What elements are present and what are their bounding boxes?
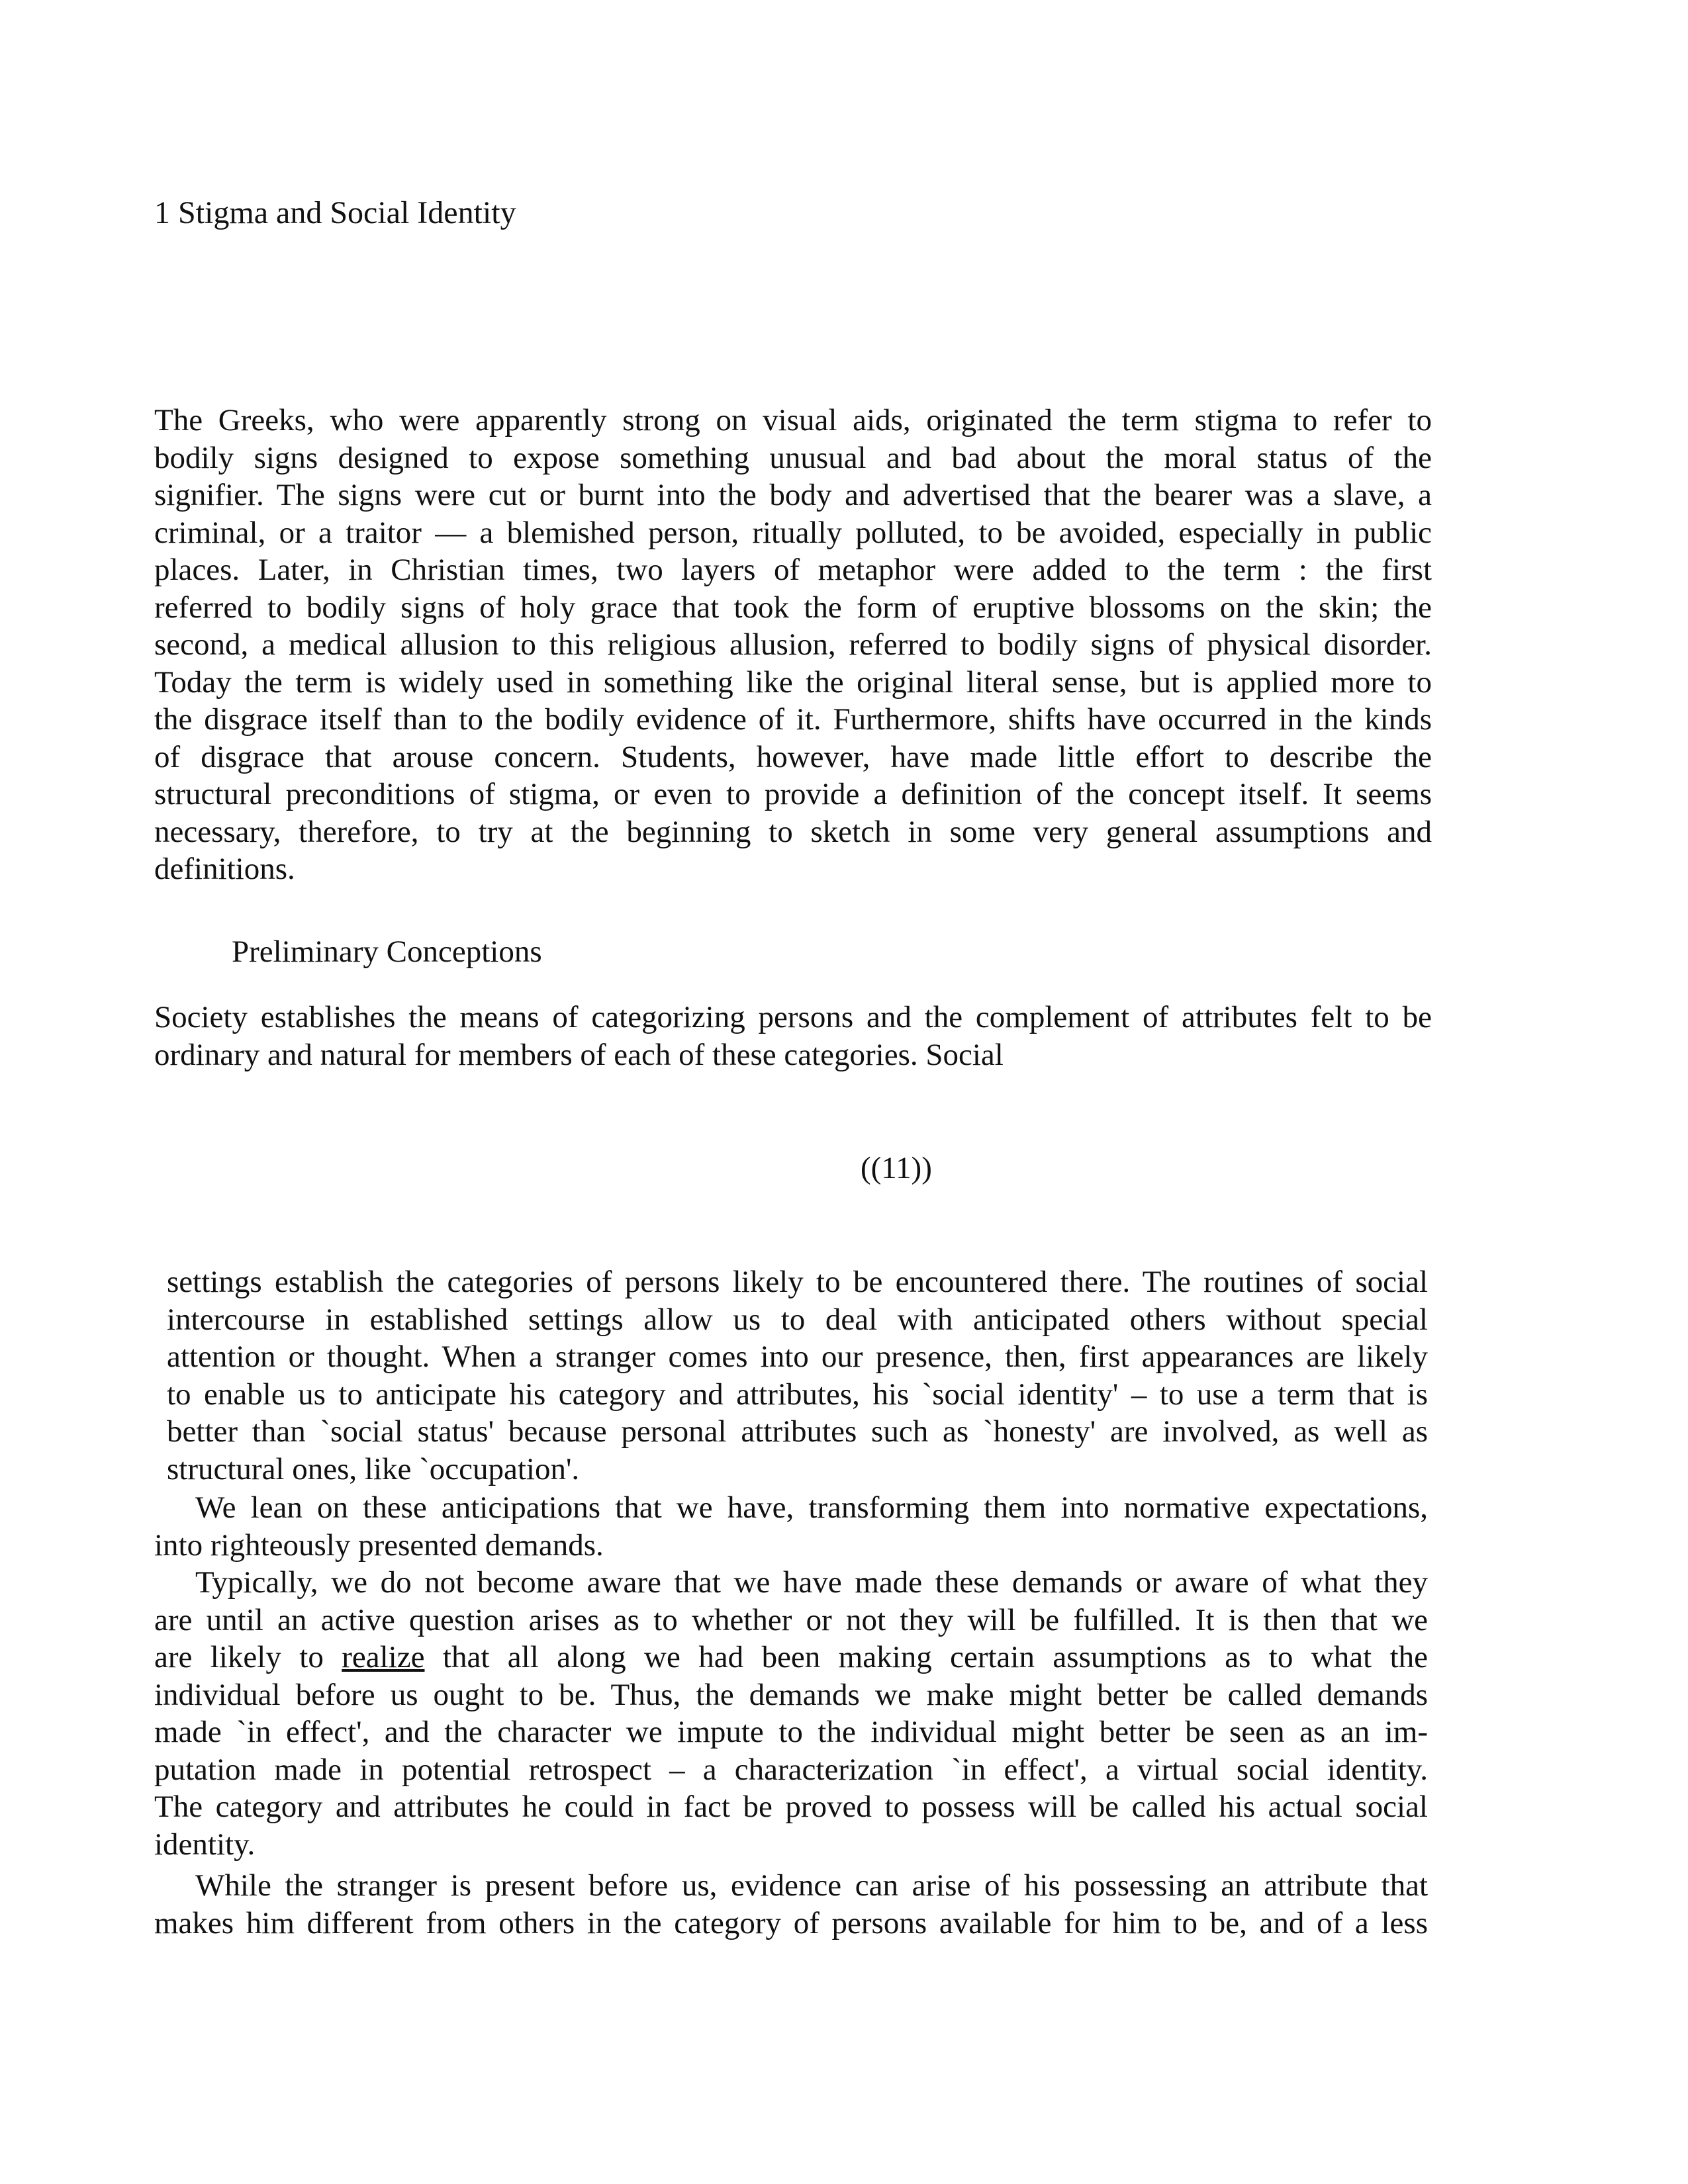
paragraph-line: definitions.: [154, 852, 295, 886]
paragraph-line: Society establishes the means of categorizing persons and the complement of attributes felt to be: [154, 1000, 1432, 1034]
paragraph-line: places. Later, in Christian times, two layers of metaphor were added to the term : the first: [154, 553, 1432, 587]
paragraph-line: bodily signs designed to expose something unusual and bad about the moral status of the: [154, 440, 1432, 475]
paragraph-line: criminal, or a traitor — a blemished person, ritually polluted, to be avoided, especially in public: [154, 515, 1432, 550]
paragraph-line: made `in effect', and the character we impute to the individual might better be seen as an im-: [154, 1715, 1428, 1749]
line-text-before: are likely to: [154, 1640, 342, 1674]
paragraph-line: better than `social status' because personal attributes such as `honesty' are involved, as well as: [167, 1414, 1428, 1449]
line-text-after: that all along we had been making certain assumptions as to what the: [424, 1640, 1428, 1674]
paragraph-line: ordinary and natural for members of each of these categories. Social: [154, 1037, 1004, 1072]
paragraph-line: structural ones, like `occupation'.: [167, 1451, 580, 1486]
paragraph-line: to enable us to anticipate his category and attributes, his `social identity' – to use a term that is: [167, 1377, 1428, 1412]
paragraph-line: intercourse in established settings allow us to deal with anticipated others without special: [167, 1302, 1428, 1337]
expectations-paragraph: [154, 1489, 1428, 1564]
paragraph-line: settings establish the categories of persons likely to be encountered there. The routines of social: [167, 1265, 1428, 1299]
paragraph-line: structural preconditions of stigma, or even to provide a definition of the concept itself. It seems: [154, 777, 1432, 811]
paragraph-line-with-emphasis: [154, 1639, 1428, 1676]
stranger-paragraph: [154, 1867, 1428, 1942]
paragraph-line: identity.: [154, 1827, 256, 1862]
intro-paragraph: [154, 402, 1432, 888]
paragraph-line: putation made in potential retrospect – a characterization `in effect', a virtual social identity.: [154, 1752, 1428, 1787]
section-heading: Preliminary Conceptions: [232, 934, 542, 969]
paragraph-line: makes him different from others in the category of persons available for him to be, and of a less: [154, 1905, 1428, 1940]
paragraph-line: The Greeks, who were apparently strong on visual aids, originated the term stigma to refer to: [154, 403, 1432, 437]
society-paragraph: [154, 999, 1432, 1073]
paragraph-line: of disgrace that arouse concern. Students, however, have made little effort to describe the: [154, 739, 1432, 774]
settings-paragraph: [167, 1263, 1428, 1488]
paragraph-line: signifier. The signs were cut or burnt into the body and advertised that the bearer was a slave, a: [154, 478, 1432, 512]
typically-paragraph: [154, 1564, 1428, 1863]
paragraph-line: attention or thought. When a stranger comes into our presence, then, first appearances are likely: [167, 1340, 1428, 1374]
paragraph-line: into righteously presented demands.: [154, 1527, 604, 1563]
page-number: ((11)): [861, 1151, 932, 1185]
paragraph-line: the disgrace itself than to the bodily evidence of it. Furthermore, shifts have occurred in the kinds: [154, 702, 1432, 737]
paragraph-line: Typically, we do not become aware that we have made these demands or aware of what they: [195, 1565, 1428, 1600]
paragraph-line: The category and attributes he could in fact be proved to possess will be called his actual social: [154, 1790, 1428, 1824]
paragraph-line: second, a medical allusion to this religious allusion, referred to bodily signs of physical disorder.: [154, 627, 1432, 662]
paragraph-line: necessary, therefore, to try at the beginning to sketch in some very general assumptions and: [154, 814, 1432, 849]
paragraph-line: are until an active question arises as to whether or not they will be fulfilled. It is then that we: [154, 1602, 1428, 1637]
paragraph-line: Today the term is widely used in something like the original literal sense, but is applied more to: [154, 664, 1432, 700]
underlined-word: realize: [342, 1640, 425, 1674]
paragraph-line: individual before us ought to be. Thus, the demands we make might better be called demands: [154, 1677, 1428, 1712]
paragraph-line: We lean on these anticipations that we have, transforming them into normative expectations,: [195, 1490, 1428, 1525]
paragraph-line: While the stranger is present before us, evidence can arise of his possessing an attribute that: [195, 1868, 1428, 1903]
paragraph-line: referred to bodily signs of holy grace that took the form of eruptive blossoms on the skin; the: [154, 590, 1432, 625]
chapter-title: 1 Stigma and Social Identity: [154, 195, 516, 230]
